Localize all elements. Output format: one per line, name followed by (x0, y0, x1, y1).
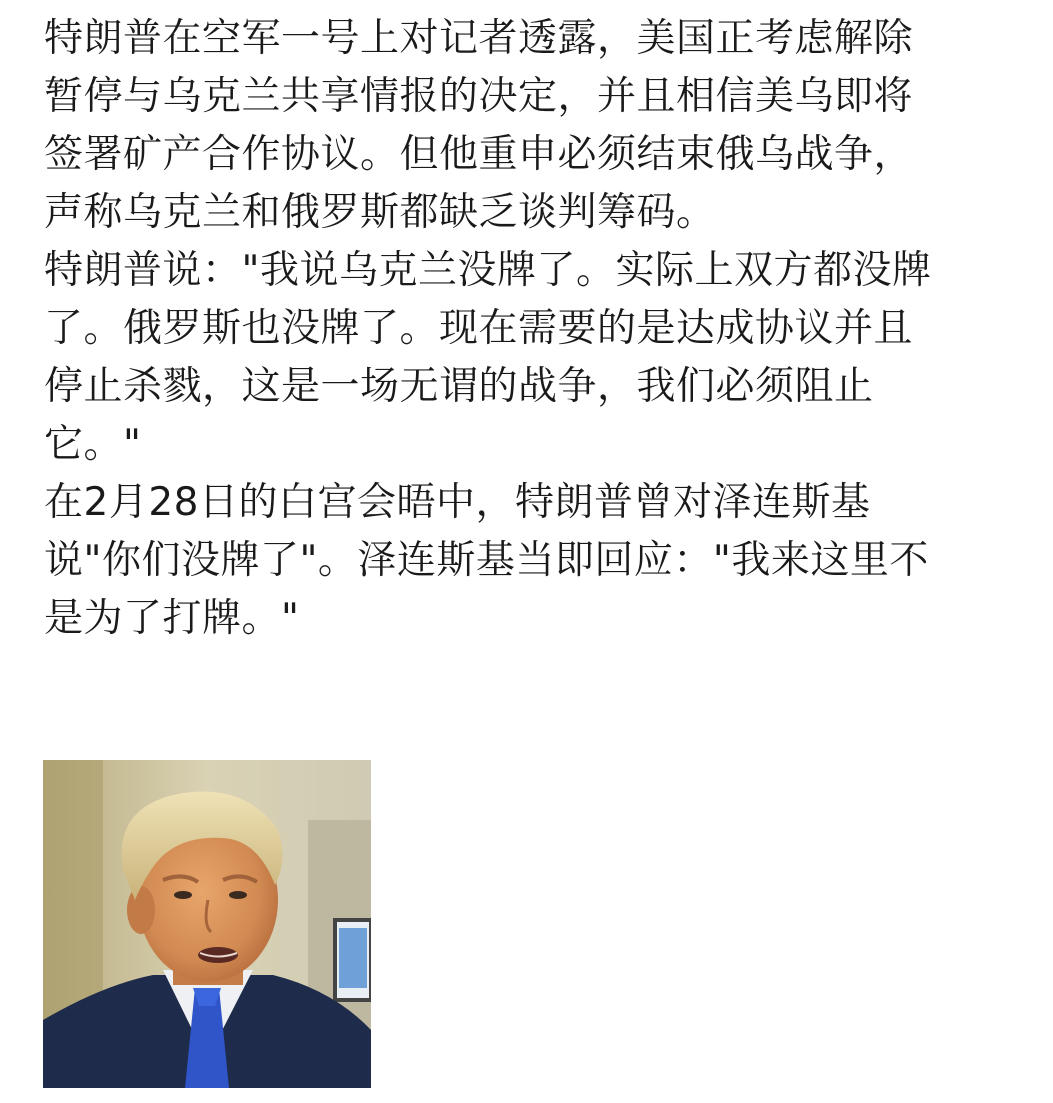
post-image[interactable] (43, 760, 371, 1088)
text-line: 了。俄罗斯也没牌了。现在需要的是达成协议并且 (44, 306, 914, 351)
post-body (44, 10, 1034, 648)
text-line: 是为了打牌。" (44, 596, 300, 641)
text-line: 声称乌克兰和俄罗斯都缺乏谈判筹码。 (44, 190, 716, 235)
paragraph-1 (44, 10, 1034, 242)
paragraph-3 (44, 474, 1034, 648)
text-line: 暂停与乌克兰共享情报的决定，并且相信美乌即将 (44, 74, 914, 119)
text-line: 它。" (44, 422, 142, 467)
text-line: 特朗普说："我说乌克兰没牌了。实际上双方都没牌 (44, 248, 932, 293)
text-line: 签署矿产合作协议。但他重申必须结束俄乌战争， (44, 132, 914, 177)
text-line: 在2月28日的白宫会晤中，特朗普曾对泽连斯基 (44, 480, 871, 525)
text-line: 停止杀戮，这是一场无谓的战争，我们必须阻止 (44, 364, 874, 409)
paragraph-2 (44, 242, 1034, 474)
portrait-photo (43, 760, 371, 1088)
text-line: 说"你们没牌了"。泽连斯基当即回应："我来这里不 (44, 538, 929, 583)
text-line: 特朗普在空军一号上对记者透露，美国正考虑解除 (44, 16, 914, 61)
